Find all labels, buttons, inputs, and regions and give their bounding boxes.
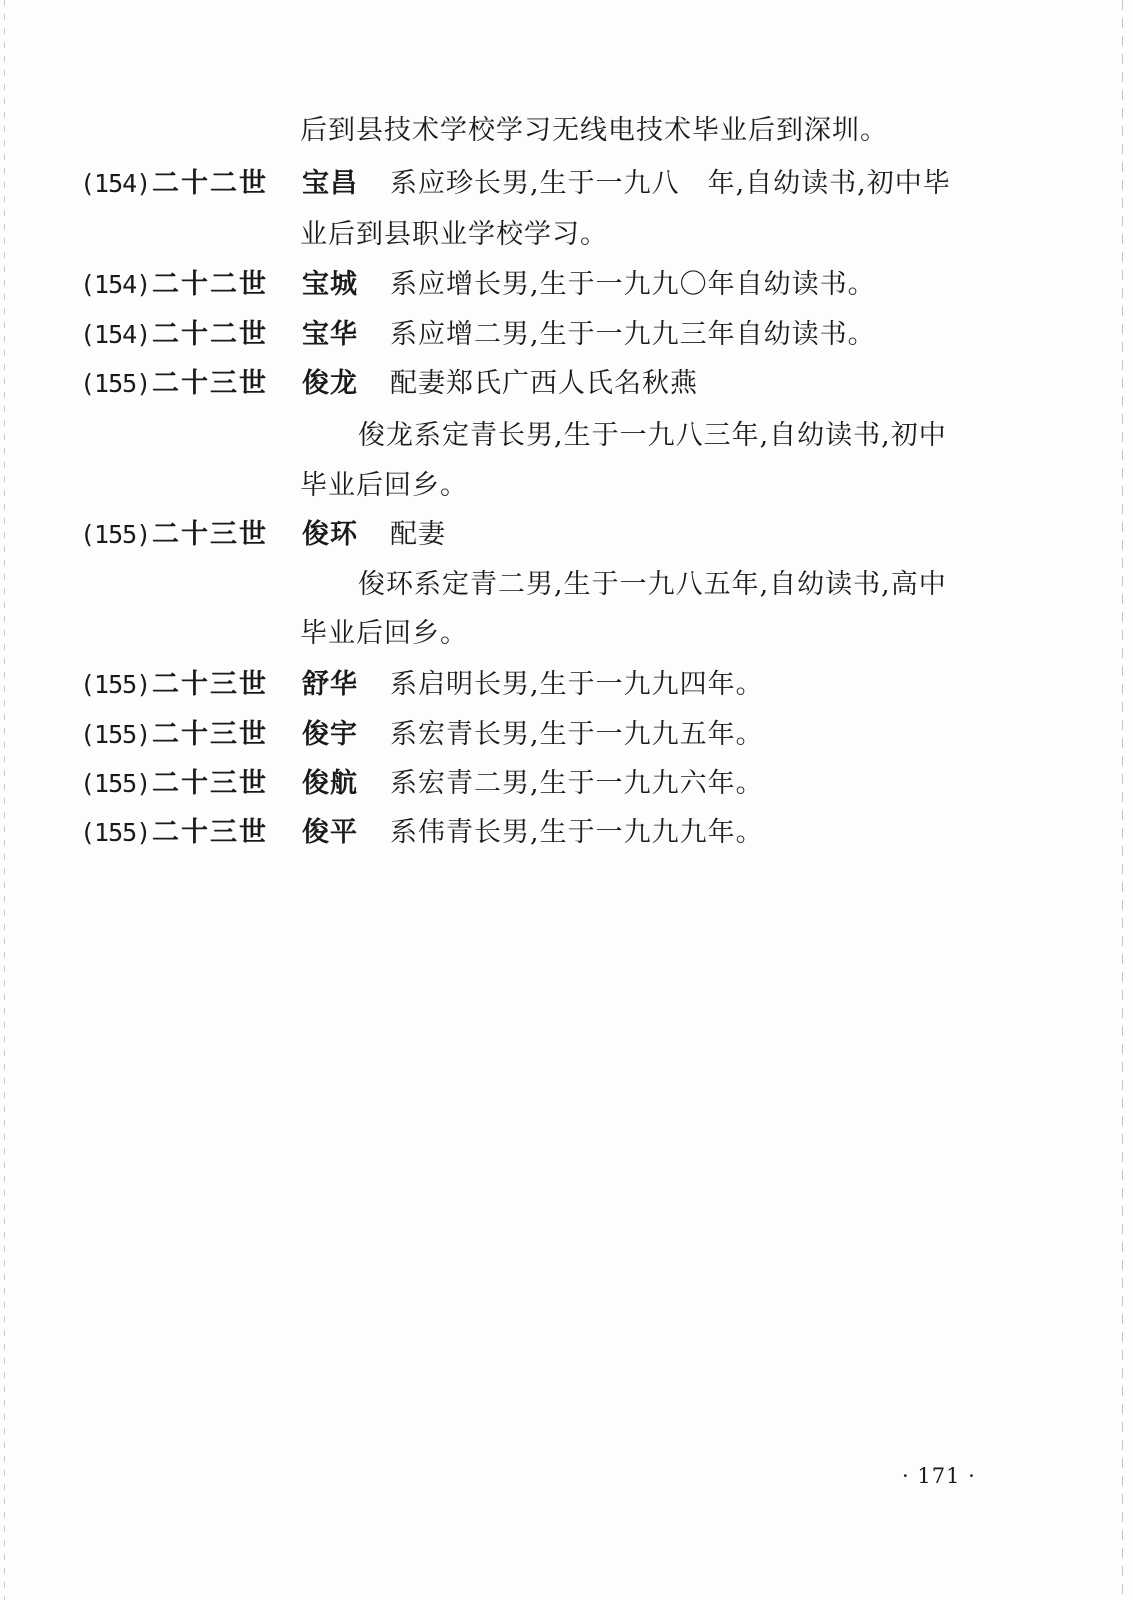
entry-name: 宝昌 bbox=[302, 168, 358, 199]
page-number: · 171 · bbox=[902, 1464, 976, 1488]
entry-continuation: 毕业后回乡。 bbox=[300, 470, 468, 501]
entry-text: 系宏青二男,生于一九九六年。 bbox=[390, 768, 764, 799]
entry-text: 系宏青长男,生于一九九五年。 bbox=[390, 719, 764, 750]
continuation-line: 后到县技术学校学习无线电技术毕业后到深圳。 bbox=[300, 115, 888, 146]
entry-number: (155) bbox=[80, 369, 151, 398]
entry-text: 系伟青长男,生于一九九九年。 bbox=[390, 817, 764, 848]
entry-generation: 二十三世 bbox=[152, 669, 268, 700]
entry-name: 俊平 bbox=[302, 817, 358, 848]
entry-generation: 二十二世 bbox=[152, 319, 268, 350]
entry-generation: 二十三世 bbox=[152, 519, 268, 550]
entry-text: 系应增长男,生于一九九〇年自幼读书。 bbox=[390, 269, 876, 300]
entry-name: 宝城 bbox=[302, 269, 358, 300]
entry-name: 俊龙 bbox=[302, 368, 358, 399]
entry-name: 俊航 bbox=[302, 768, 358, 799]
entry-generation: 二十三世 bbox=[152, 719, 268, 750]
scan-edge-right bbox=[1122, 0, 1123, 1600]
entry-number: (154) bbox=[80, 270, 151, 299]
entry-continuation: 业后到县职业学校学习。 bbox=[300, 219, 608, 250]
entry-number: (155) bbox=[80, 769, 151, 798]
entry-generation: 二十二世 bbox=[152, 269, 268, 300]
entry-paragraph: 俊龙系定青长男,生于一九八三年,自幼读书,初中 bbox=[358, 420, 947, 451]
entry-number: (155) bbox=[80, 670, 151, 699]
entry-text: 配妻 bbox=[390, 519, 446, 550]
entry-name: 俊环 bbox=[302, 519, 358, 550]
entry-text: 系应增二男,生于一九九三年自幼读书。 bbox=[390, 319, 876, 350]
entry-number: (155) bbox=[80, 720, 151, 749]
entry-paragraph: 俊环系定青二男,生于一九八五年,自幼读书,高中 bbox=[358, 569, 947, 600]
entry-number: (154) bbox=[80, 169, 151, 198]
entry-number: (155) bbox=[80, 818, 151, 847]
entry-name: 舒华 bbox=[302, 669, 358, 700]
entry-text: 配妻郑氏广西人氏名秋燕 bbox=[390, 368, 698, 399]
entry-continuation: 毕业后回乡。 bbox=[300, 618, 468, 649]
entry-name: 俊宇 bbox=[302, 719, 358, 750]
entry-name: 宝华 bbox=[302, 319, 358, 350]
entry-text: 系启明长男,生于一九九四年。 bbox=[390, 669, 764, 700]
entry-text: 系应珍长男,生于一九八 年,自幼读书,初中毕 bbox=[390, 168, 951, 199]
entry-generation: 二十三世 bbox=[152, 368, 268, 399]
entry-number: (154) bbox=[80, 320, 151, 349]
entry-generation: 二十三世 bbox=[152, 817, 268, 848]
scan-edge-left bbox=[4, 0, 5, 1600]
entry-generation: 二十三世 bbox=[152, 768, 268, 799]
entry-generation: 二十二世 bbox=[152, 168, 268, 199]
entry-number: (155) bbox=[80, 520, 151, 549]
